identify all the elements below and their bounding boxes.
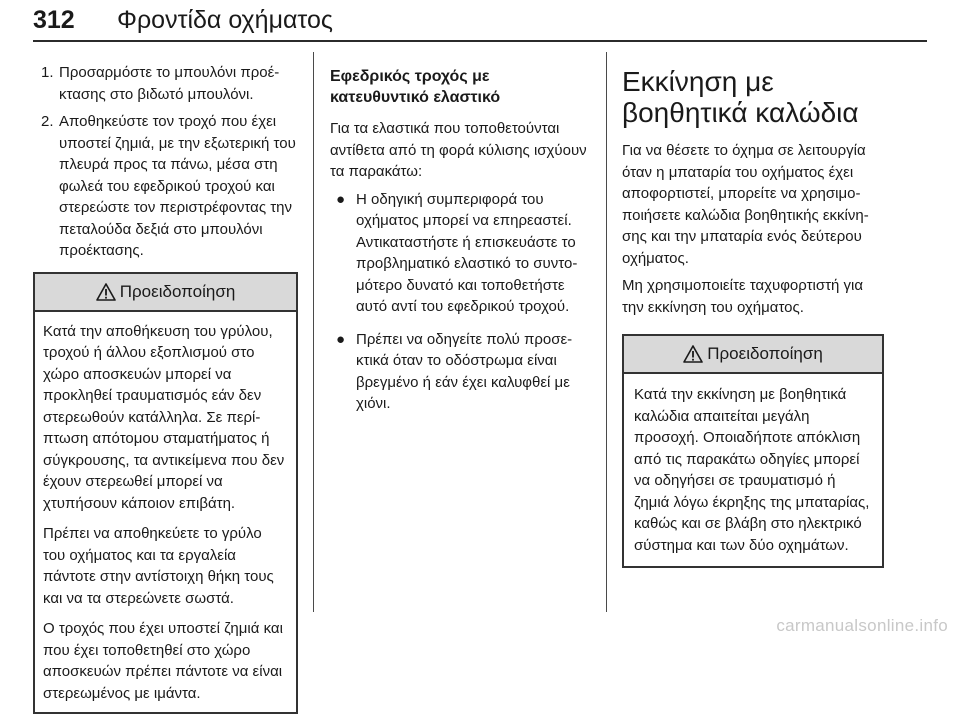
step-number: 1. bbox=[41, 62, 54, 84]
warning-header bbox=[35, 274, 296, 312]
section-paragraph: Για να θέσετε το όχημα σε λειτουργία όταν η μπαταρία του οχήματος έχει αποφορτιστεί, μπορείτε να χρησιμοποιήσετε καλώδια βοηθητικής εκκίνησης και την μπαταρία ενός δεύτερου οχήματος. bbox=[622, 140, 884, 269]
warning-box bbox=[33, 272, 298, 714]
column-middle bbox=[330, 66, 592, 426]
section-heading-large: Εκκίνηση με βοηθητικά καλώδια bbox=[622, 66, 884, 128]
section-paragraph: Μη χρησιμοποιείτε ταχυφορτιστή για την εκκίνηση του οχήματος. bbox=[622, 275, 884, 318]
step-text: Προσαρμόστε το μπουλόνι προέκτασης στο βιδωτό μπουλόνι. bbox=[59, 64, 279, 103]
bullet-list bbox=[330, 189, 592, 415]
column-divider-2 bbox=[606, 52, 607, 612]
bullet-text: Πρέπει να οδηγείτε πολύ προσεκτικά όταν το οδόστρωμα είναι βρεγμένο ή εάν έχει καλυφθεί με χιόνι. bbox=[356, 331, 572, 413]
header-divider bbox=[33, 40, 927, 42]
step-text: Αποθηκεύστε τον τροχό που έχει υποστεί ζημιά, με την εξωτερική του πλευρά προς τα πάνω, μέσα στη φωλεά του εφεδρικού τροχού και στερεώστε τον περιστρέφοντας την πεταλούδα δεξιά στο μπουλόνι προέκτασης. bbox=[59, 113, 296, 259]
bullet-text: Η οδηγική συμπεριφορά του οχήματος μπορεί να επηρεαστεί. Αντικαταστήστε ή επισκευάστε το προβληματικό ελαστικό το συντομότερο δυνατό και τοποθετήστε αυτό αντί του εφεδρικού τροχού. bbox=[356, 191, 577, 316]
warning-title: Προειδοποίηση bbox=[707, 343, 823, 365]
warning-box bbox=[622, 334, 884, 568]
section-intro: Για τα ελαστικά που τοποθετούνται αντίθετα από τη φορά κύλισης ισχύουν τα παρακάτω: bbox=[330, 118, 592, 183]
warning-triangle-icon bbox=[96, 283, 116, 301]
warning-title: Προειδοποίηση bbox=[120, 281, 236, 303]
warning-header bbox=[624, 336, 882, 374]
warning-body bbox=[624, 374, 882, 566]
list-item bbox=[330, 189, 592, 318]
list-item bbox=[33, 62, 298, 105]
watermark: carmanualsonline.info bbox=[776, 616, 948, 636]
section-heading: Εφεδρικός τροχός με κατευθυντικό ελαστικό bbox=[330, 66, 592, 108]
warning-paragraph: Κατά την εκκίνηση με βοηθητικά καλώδια απαιτείται μεγάλη προσοχή. Οποιαδήποτε απόκλιση από τις παρακάτω οδηγίες μπορεί να οδηγήσει σε τραυματισμό ή ζημιά λόγω έκρηξης της μπαταρίας, καθώς και σε βλάβη στο ηλεκτρικό σύστημα και των δύο οχημάτων. bbox=[634, 384, 872, 556]
column-left bbox=[33, 62, 298, 714]
step-number: 2. bbox=[41, 111, 54, 133]
page-title: Φροντίδα οχήματος bbox=[117, 6, 333, 35]
warning-body bbox=[35, 312, 296, 713]
list-item bbox=[33, 111, 298, 262]
steps-list bbox=[33, 62, 298, 262]
warning-paragraph: Κατά την αποθήκευση του γρύλου, τροχού ή άλλου εξοπλισμού στο χώρο αποσκευών μπορεί να προκληθεί τραυματισμός εάν δεν στερεωθούν κατάλληλα. Σε περίπτωση απότομου σταματήματος ή σύγκρουσης, τα αντικείμενα που δεν έχουν στερεωθεί μπορεί να χτυπήσουν κάποιον επιβάτη. bbox=[43, 321, 288, 515]
warning-paragraph: Ο τροχός που έχει υποστεί ζημιά και που έχει τοποθετηθεί στο χώρο αποσκευών πρέπει πάντοτε να είναι στερεωμένος με ιμάντα. bbox=[43, 618, 288, 704]
column-right bbox=[622, 66, 884, 568]
column-divider-1 bbox=[313, 52, 314, 612]
bullet-icon: ● bbox=[336, 189, 345, 211]
page-header bbox=[33, 6, 927, 42]
page-number: 312 bbox=[33, 6, 75, 35]
list-item bbox=[330, 329, 592, 415]
warning-paragraph: Πρέπει να αποθηκεύετε το γρύλο του οχήματος και τα εργαλεία πάντοτε στην αντίστοιχη θήκη τους και να τα στερεώνετε σωστά. bbox=[43, 523, 288, 609]
bullet-icon: ● bbox=[336, 329, 345, 351]
warning-triangle-icon bbox=[683, 345, 703, 363]
